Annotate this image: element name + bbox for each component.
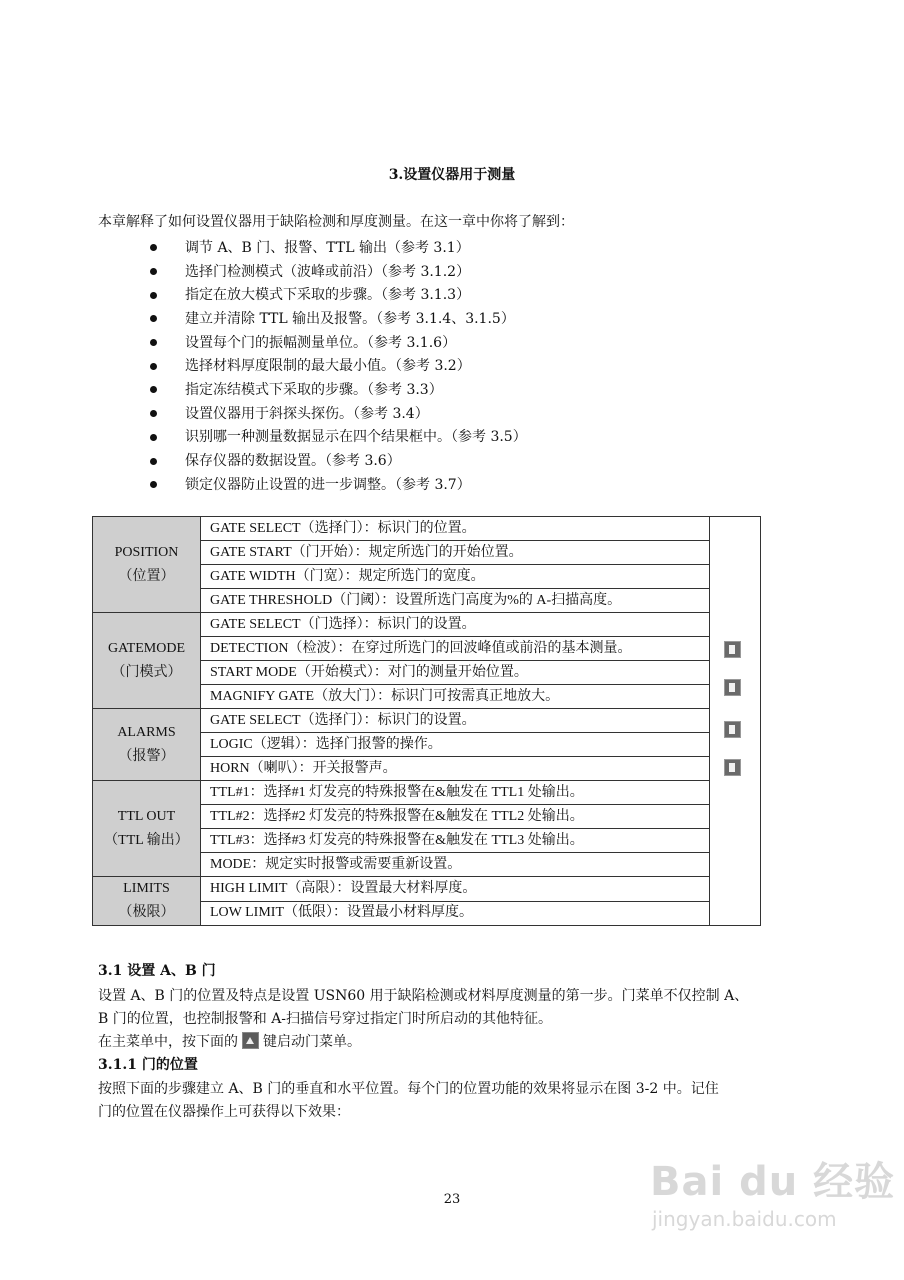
bullet-item: 选择材料厚度限制的最大最小值。（参考 3.2） <box>150 354 527 378</box>
bullet-item: 设置每个门的振幅测量单位。（参考 3.1.6） <box>150 331 527 355</box>
table-row <box>93 709 761 733</box>
key-icons-column <box>710 517 761 926</box>
table-cell: TTL#3：选择#3 灯发亮的特殊报警在&触发在 TTL3 处输出。 <box>201 829 710 853</box>
bullet-item: 设置仪器用于斜探头探伤。（参考 3.4） <box>150 402 527 426</box>
table-cell: START MODE（开始模式）：对门的测量开始位置。 <box>201 661 710 685</box>
subsection-heading: 3.1.1 门的位置 <box>98 1057 198 1073</box>
gate-key-icon <box>724 721 741 738</box>
bullet-dot-icon <box>150 339 157 346</box>
table-cell: GATE SELECT（选择门）：标识门的位置。 <box>201 517 710 541</box>
watermark-url: jingyan.baidu.com <box>652 1207 837 1231</box>
bullet-dot-icon <box>150 458 157 465</box>
bullet-dot-icon <box>150 363 157 370</box>
bullet-item: 锁定仪器防止设置的进一步调整。（参考 3.7） <box>150 473 527 497</box>
group-cell-position: POSITION （位置） <box>93 517 201 613</box>
bullet-item: 调节 A、B 门、报警、TTL 输出（参考 3.1） <box>150 236 527 260</box>
table-cell: TTL#2：选择#2 灯发亮的特殊报警在&触发在 TTL2 处输出。 <box>201 805 710 829</box>
table-row <box>93 517 761 541</box>
baidu-logo: Bai du 经验 <box>650 1159 896 1205</box>
bullet-dot-icon <box>150 410 157 417</box>
paragraph-line: 设置 A、B 门的位置及特点是设置 USN60 用于缺陷检测或材料厚度测量的第一步。门菜单不仅控制 A、 <box>98 988 749 1004</box>
watermark <box>650 1150 895 1231</box>
table-row <box>93 877 761 902</box>
table-row <box>93 613 761 637</box>
table-cell: GATE SELECT（选择门）：标识门的设置。 <box>201 709 710 733</box>
gate-key-icon <box>724 759 741 776</box>
bullet-dot-icon <box>150 292 157 299</box>
intro-paragraph: 本章解释了如何设置仪器用于缺陷检测和厚度测量。在这一章中你将了解到： <box>98 214 574 230</box>
bullet-dot-icon <box>150 268 157 275</box>
gate-key-icon <box>724 679 741 696</box>
bullet-dot-icon <box>150 481 157 488</box>
table-cell: LOW LIMIT（低限）：设置最小材料厚度。 <box>201 901 710 926</box>
table-cell: GATE WIDTH（门宽）：规定所选门的宽度。 <box>201 565 710 589</box>
paragraph-line: 在主菜单中，按下面的 键启动门菜单。 <box>98 1034 361 1050</box>
group-cell-alarms: ALARMS （报警） <box>93 709 201 781</box>
table-cell: MAGNIFY GATE（放大门）：标识门可按需真正地放大。 <box>201 685 710 709</box>
bullet-item: 指定在放大模式下采取的步骤。（参考 3.1.3） <box>150 283 527 307</box>
group-cell-limits: LIMITS （极限） <box>93 877 201 926</box>
bullet-list <box>150 236 527 497</box>
section-heading: 3.1 设置 A、B 门 <box>98 963 216 979</box>
paragraph-line: 门的位置在仪器操作上可获得以下效果： <box>98 1104 350 1120</box>
paragraph-line: 按照下面的步骤建立 A、B 门的垂直和水平位置。每个门的位置功能的效果将显示在图 3-2 中。记住 <box>98 1081 719 1097</box>
bullet-item: 指定冻结模式下采取的步骤。（参考 3.3） <box>150 378 527 402</box>
table-cell: GATE SELECT（门选择）：标识门的设置。 <box>201 613 710 637</box>
table-row <box>93 781 761 805</box>
table-cell: GATE THRESHOLD（门阈）：设置所选门高度为%的 A-扫描高度。 <box>201 589 710 613</box>
group-cell-gatemode: GATEMODE （门模式） <box>93 613 201 709</box>
bullet-item: 识别哪一种测量数据显示在四个结果框中。（参考 3.5） <box>150 426 527 450</box>
table-cell: LOGIC（逻辑）：选择门报警的操作。 <box>201 733 710 757</box>
group-cell-ttl-out: TTL OUT （TTL 输出） <box>93 781 201 877</box>
page-number: 23 <box>443 1192 461 1207</box>
bullet-item: 保存仪器的数据设置。（参考 3.6） <box>150 449 527 473</box>
table-cell: HIGH LIMIT（高限）：设置最大材料厚度。 <box>201 877 710 902</box>
table-cell: GATE START（门开始）：规定所选门的开始位置。 <box>201 541 710 565</box>
table-cell: HORN（喇叭）：开关报警声。 <box>201 757 710 781</box>
gate-key-icon <box>724 641 741 658</box>
bullet-dot-icon <box>150 386 157 393</box>
bullet-item: 建立并清除 TTL 输出及报警。（参考 3.1.4、3.1.5） <box>150 307 527 331</box>
bullet-dot-icon <box>150 244 157 251</box>
table-cell: MODE：规定实时报警或需要重新设置。 <box>201 853 710 877</box>
gate-menu-table <box>92 516 761 926</box>
bullet-dot-icon <box>150 315 157 322</box>
bullet-dot-icon <box>150 434 157 441</box>
table-cell: DETECTION（检波）：在穿过所选门的回波峰值或前沿的基本测量。 <box>201 637 710 661</box>
bullet-item: 选择门检测模式（波峰或前沿）（参考 3.1.2） <box>150 260 527 284</box>
chapter-title: 3.设置仪器用于测量 <box>388 167 516 183</box>
table-cell: TTL#1：选择#1 灯发亮的特殊报警在&触发在 TTL1 处输出。 <box>201 781 710 805</box>
paragraph-line: B 门的位置，也控制报警和 A-扫描信号穿过指定门时所启动的其他特征。 <box>98 1011 553 1027</box>
gate-key-icon <box>242 1032 259 1049</box>
